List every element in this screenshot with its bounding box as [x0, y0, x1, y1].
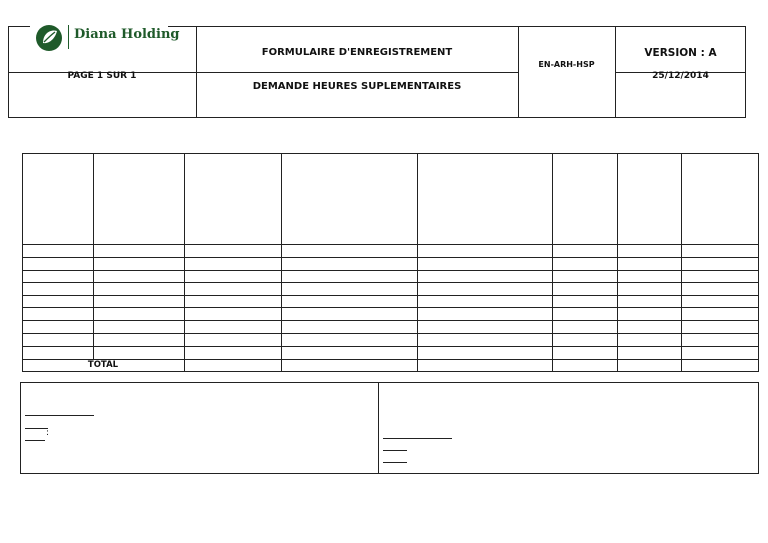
table-column-divider	[93, 153, 94, 359]
table-row-divider	[22, 270, 759, 271]
left-signature-line-2	[25, 428, 48, 429]
page-label: PAGE 1 SUR 1	[67, 71, 137, 81]
document-date: 25/12/2014	[652, 71, 709, 81]
version-label: VERSION : A	[644, 47, 717, 59]
table-column-divider	[281, 153, 282, 372]
right-signature-line-1	[383, 438, 452, 439]
table-row-divider	[22, 346, 759, 347]
header-hline-mid	[196, 72, 518, 73]
logo-text: Diana Holding	[74, 27, 180, 42]
left-signature-line-1	[25, 415, 94, 416]
table-column-divider	[417, 153, 418, 372]
table-row-divider	[22, 333, 759, 334]
header-divider-2	[518, 26, 519, 118]
table-column-divider	[681, 153, 682, 372]
total-label: TOTAL	[87, 360, 119, 370]
table-row-divider	[22, 307, 759, 308]
right-signature-line-2	[383, 450, 407, 451]
table-row-divider	[22, 244, 759, 245]
hours-table	[22, 153, 759, 372]
table-column-divider	[184, 153, 185, 372]
table-row-divider	[22, 257, 759, 258]
left-signature-colon: :	[46, 428, 50, 438]
signature-divider	[378, 382, 379, 474]
table-row-divider	[22, 295, 759, 296]
right-signature-line-3	[383, 462, 407, 463]
table-row-divider	[22, 282, 759, 283]
table-row-divider	[22, 320, 759, 321]
company-logo	[30, 20, 180, 54]
document-code: EN-ARH-HSP	[538, 60, 595, 69]
diana-leaf-icon	[34, 23, 64, 53]
signature-box	[20, 382, 759, 474]
table-column-divider	[617, 153, 618, 372]
logo-separator	[68, 25, 69, 49]
table-column-divider	[552, 153, 553, 372]
left-signature-line-3	[25, 440, 45, 441]
form-title: FORMULAIRE D'ENREGISTREMENT	[261, 47, 453, 58]
form-subtitle: DEMANDE HEURES SUPLEMENTAIRES	[252, 81, 462, 92]
